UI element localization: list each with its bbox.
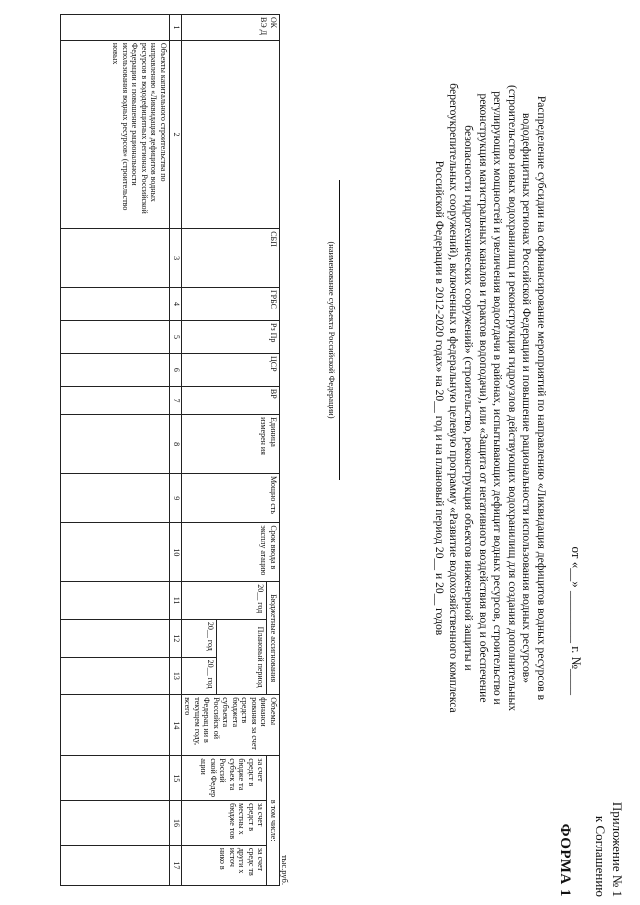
cell xyxy=(61,523,170,582)
col-power: Мощно сть xyxy=(182,473,280,522)
col-number: 9 xyxy=(170,473,182,522)
cell xyxy=(61,582,170,620)
cell xyxy=(61,386,170,414)
col-number: 17 xyxy=(170,845,182,885)
col-number: 16 xyxy=(170,801,182,846)
units-label: тыс.руб. xyxy=(280,854,290,885)
col-volume: Объемы финанси рования за счет средств бюджета субъекта Российск ой Федерац ии в текущем году, всего xyxy=(182,695,280,756)
col-name xyxy=(182,40,280,228)
col-local: за счет средст в местны х бюдже тов xyxy=(182,801,268,846)
col-grbs: ГРБС xyxy=(182,288,280,321)
appendix-agreement: к Соглашению xyxy=(593,815,608,897)
col-number: 14 xyxy=(170,695,182,756)
table-row xyxy=(61,15,170,886)
cell xyxy=(61,801,170,846)
col-year1: 20__ год xyxy=(182,619,217,657)
col-number: 5 xyxy=(170,321,182,354)
col-including: в том числе: xyxy=(267,756,280,886)
header-row-1 xyxy=(267,15,280,886)
col-number: 12 xyxy=(170,619,182,657)
col-sbp: СБП xyxy=(182,229,280,288)
cell xyxy=(61,15,170,41)
cell xyxy=(61,353,170,386)
col-year2: 20__ год xyxy=(182,657,217,695)
col-csr: ЦСР xyxy=(182,353,280,386)
col-plan-period: Плановый период xyxy=(216,619,267,694)
cell xyxy=(61,473,170,522)
cell xyxy=(61,288,170,321)
col-number: 4 xyxy=(170,288,182,321)
col-other: за счет средс тв други х источ нико в xyxy=(182,845,268,885)
appendix-number: Приложение № 1 xyxy=(610,801,625,897)
col-number: 10 xyxy=(170,523,182,582)
col-vr: ВР xyxy=(182,386,280,414)
cell xyxy=(61,321,170,354)
cell xyxy=(61,695,170,756)
col-number: 1 xyxy=(170,15,182,41)
column-numbers-row xyxy=(170,15,182,886)
cell xyxy=(61,229,170,288)
col-number: 15 xyxy=(170,756,182,801)
col-number: 7 xyxy=(170,386,182,414)
cell xyxy=(61,845,170,885)
col-year0: 20__ год xyxy=(182,582,268,620)
document-title: Распределение субсидии на софинансирование мероприятий по направлению «Ликвидация дефицитов водных ресурсов в вододефицитных регионах Российской Федерации и повышение рациональности использования водных ресурсов» (строительство новых водохранилищ и реконструкция гидроузлов действующих водохранилищ для создания дополнительных регулирующих мощностей и увеличения водоотдачи в районах, испытывающих дефицит водных ресурсов, строительство и реконструкция магистральных каналов и трактов водоподачи), или «Защита от негативного воздействия вод и обеспечение безопасности гидротехнических сооружений» (строительство, реконструкция объектов инженерной защиты и берегоукрепительных сооружений), включенных в федеральную целевую программу «Развитие водохозяйственного комплекса Российской Федерации в 2012-2020 годах» на 20__ год и на плановый период 20__ и 20__ годов xyxy=(432,83,548,713)
form-label: ФОРМА 1 xyxy=(557,823,573,897)
col-term: Срок ввода в эксплу атацию xyxy=(182,523,280,582)
subsidy-table xyxy=(60,14,280,886)
agreement-date: от «__» ________ г. №____ xyxy=(569,546,584,695)
subject-caption: (наименование субъекта Российской Федерации) xyxy=(327,241,337,419)
col-fed: за счет средст в бюдже та субъек та Россий ской Федер ации xyxy=(182,756,268,801)
col-number: 13 xyxy=(170,657,182,695)
col-okved: ОК ВЭ Д xyxy=(182,15,280,41)
col-budget: Бюджетные ассигнования xyxy=(267,582,280,695)
object-description-cell: Объекты капитального строительства по направлению «Ликвидация дефицитов водных ресурсов в вододефицитных регионах Российской Федерации и повышение рациональности использования водных ресурсов» (строительство новых xyxy=(61,40,170,228)
col-number: 2 xyxy=(170,40,182,228)
col-number: 8 xyxy=(170,415,182,474)
col-rzpr: Рз Пр xyxy=(182,321,280,354)
col-number: 3 xyxy=(170,229,182,288)
col-unit: Единица измерен ия xyxy=(182,415,280,474)
cell xyxy=(61,415,170,474)
cell xyxy=(61,657,170,695)
col-number: 11 xyxy=(170,582,182,620)
cell xyxy=(61,619,170,657)
cell xyxy=(61,756,170,801)
appendix-header xyxy=(556,637,626,897)
subject-name-line xyxy=(339,180,340,480)
col-number: 6 xyxy=(170,353,182,386)
